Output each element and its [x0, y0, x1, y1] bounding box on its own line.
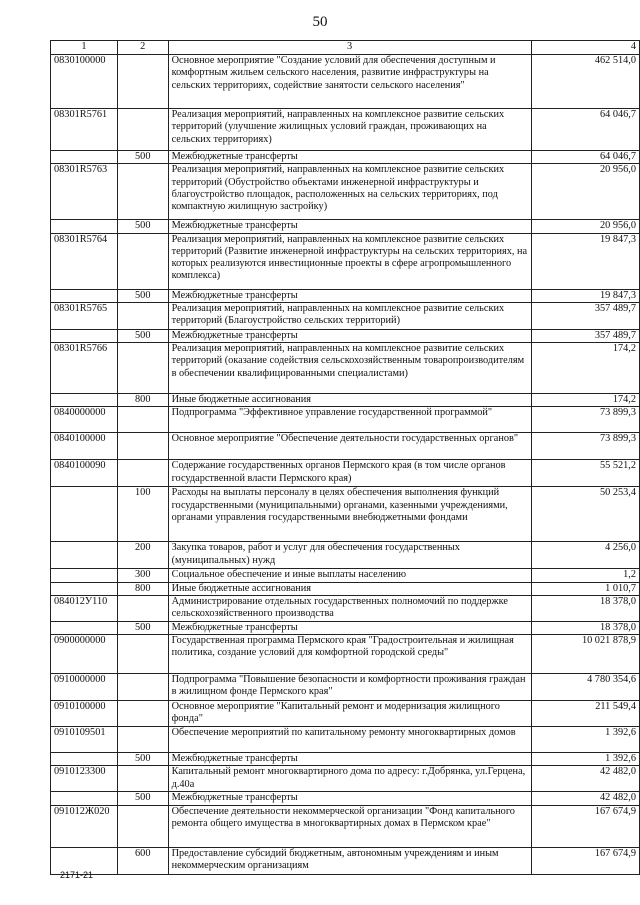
cell-expense-type: [117, 726, 168, 752]
cell-amount: 357 489,7: [531, 302, 639, 329]
cell-code: 08301R5763: [51, 164, 118, 220]
cell-name: Государственная программа Пермского края "Градостроительная и жилищная политика, создание условий для комфортной городской среды": [168, 634, 531, 673]
cell-expense-type: 500: [117, 289, 168, 302]
cell-expense-type: [117, 805, 168, 847]
cell-code: 0910123300: [51, 766, 118, 792]
cell-expense-type: 200: [117, 542, 168, 569]
cell-expense-type: [117, 302, 168, 329]
table-row: [51, 151, 640, 164]
cell-code: [51, 151, 118, 164]
cell-code: 08301R5764: [51, 233, 118, 289]
cell-name: Реализация мероприятий, направленных на комплексное развитие сельских территорий (Благоустройство сельских территорий): [168, 302, 531, 329]
cell-expense-type: [117, 634, 168, 673]
cell-name: Социальное обеспечение и иные выплаты населению: [168, 569, 531, 582]
cell-code: 08301R5761: [51, 109, 118, 151]
cell-amount: 20 956,0: [531, 164, 639, 220]
cell-name: Межбюджетные трансферты: [168, 151, 531, 164]
cell-amount: 42 482,0: [531, 766, 639, 792]
cell-amount: 10 021 878,9: [531, 634, 639, 673]
table-header-row: [51, 41, 640, 55]
cell-expense-type: 800: [117, 582, 168, 595]
cell-name: Основное мероприятие "Капитальный ремонт и модернизация жилищного фонда": [168, 700, 531, 726]
cell-name: Реализация мероприятий, направленных на комплексное развитие сельских территорий (оказание содействия сельскохозяйственным товаропроизводителям в обеспечении квалифицированными специалистами): [168, 343, 531, 394]
cell-code: 08301R5766: [51, 343, 118, 394]
cell-code: [51, 621, 118, 634]
table-row: [51, 487, 640, 542]
cell-amount: 4 256,0: [531, 542, 639, 569]
cell-expense-type: 500: [117, 151, 168, 164]
cell-code: [51, 569, 118, 582]
cell-expense-type: [117, 596, 168, 622]
column-header-2: 2: [117, 41, 168, 55]
cell-amount: 1 392,6: [531, 752, 639, 765]
table-row: [51, 766, 640, 792]
cell-code: [51, 329, 118, 342]
cell-amount: 1 010,7: [531, 582, 639, 595]
cell-name: Основное мероприятие "Обеспечение деятельности государственных органов": [168, 433, 531, 460]
cell-expense-type: [117, 700, 168, 726]
table-row: [51, 220, 640, 233]
cell-name: Подпрограмма "Эффективное управление государственной программой": [168, 407, 531, 433]
cell-code: 084012У110: [51, 596, 118, 622]
cell-expense-type: [117, 343, 168, 394]
cell-amount: 1,2: [531, 569, 639, 582]
cell-amount: 19 847,3: [531, 233, 639, 289]
table-row: [51, 302, 640, 329]
cell-code: 0910109501: [51, 726, 118, 752]
cell-name: Реализация мероприятий, направленных на комплексное развитие сельских территорий (улучшение жилищных условий граждан, проживающих на сельских территориях): [168, 109, 531, 151]
cell-code: 091012Ж020: [51, 805, 118, 847]
cell-expense-type: [117, 460, 168, 487]
cell-amount: 211 549,4: [531, 700, 639, 726]
cell-code: 0910100000: [51, 700, 118, 726]
cell-amount: 19 847,3: [531, 289, 639, 302]
cell-name: Межбюджетные трансферты: [168, 220, 531, 233]
table-row: [51, 329, 640, 342]
table-row: [51, 394, 640, 407]
table-row: [51, 569, 640, 582]
cell-name: Обеспечение мероприятий по капитальному ремонту многоквартирных домов: [168, 726, 531, 752]
table-row: [51, 460, 640, 487]
table-row: [51, 726, 640, 752]
cell-amount: 462 514,0: [531, 55, 639, 109]
table-row: [51, 847, 640, 874]
cell-code: 0840000000: [51, 407, 118, 433]
table-row: [51, 752, 640, 765]
cell-code: [51, 752, 118, 765]
cell-code: 0840100000: [51, 433, 118, 460]
cell-code: [51, 582, 118, 595]
cell-expense-type: [117, 55, 168, 109]
cell-amount: 18 378,0: [531, 621, 639, 634]
cell-expense-type: [117, 233, 168, 289]
cell-amount: 167 674,9: [531, 805, 639, 847]
cell-amount: 42 482,0: [531, 792, 639, 805]
cell-name: Межбюджетные трансферты: [168, 792, 531, 805]
page-number: 50: [312, 14, 328, 30]
table-row: [51, 164, 640, 220]
table-row: [51, 634, 640, 673]
cell-code: [51, 542, 118, 569]
table-row: [51, 109, 640, 151]
cell-name: Расходы на выплаты персоналу в целях обеспечения выполнения функций государственными (муниципальными) органами, казенными учреждениями, органами управления государственными внебюджетными фондами: [168, 487, 531, 542]
table-row: [51, 673, 640, 700]
cell-name: Реализация мероприятий, направленных на комплексное развитие сельских территорий (Развитие инженерной инфраструктуры на сельских территориях, на которых реализуются инвестиционные проекты в сфере агропромышленного комплекса): [168, 233, 531, 289]
table-row: [51, 233, 640, 289]
cell-expense-type: 500: [117, 220, 168, 233]
cell-expense-type: 500: [117, 621, 168, 634]
cell-name: Основное мероприятие "Создание условий для обеспечения доступным и комфортным жильем сельского населения, развитие инфраструктуры на сельских территориях, содействие занятости сельского населения": [168, 55, 531, 109]
cell-expense-type: [117, 433, 168, 460]
table-row: [51, 700, 640, 726]
cell-amount: 18 378,0: [531, 596, 639, 622]
cell-name: Реализация мероприятий, направленных на комплексное развитие сельских территорий (Обустройство объектами инженерной инфраструктуры и благоустройство площадок, расположенных на сельских территориях, под компактную жилищную застройку): [168, 164, 531, 220]
cell-name: Администрирование отдельных государственных полномочий по поддержке сельскохозяйственного производства: [168, 596, 531, 622]
cell-name: Обеспечение деятельности некоммерческой организации "Фонд капитального ремонта общего имущества в многоквартирных домах в Пермском крае": [168, 805, 531, 847]
table-row: [51, 542, 640, 569]
cell-amount: 1 392,6: [531, 726, 639, 752]
cell-expense-type: [117, 766, 168, 792]
table-row: [51, 582, 640, 595]
cell-amount: 73 899,3: [531, 407, 639, 433]
cell-amount: 20 956,0: [531, 220, 639, 233]
cell-name: Подпрограмма "Повышение безопасности и комфортности проживания граждан в жилищном фонде Пермского края": [168, 673, 531, 700]
table-row: [51, 55, 640, 109]
cell-expense-type: 600: [117, 847, 168, 874]
cell-expense-type: 800: [117, 394, 168, 407]
cell-name: Иные бюджетные ассигнования: [168, 394, 531, 407]
cell-amount: 4 780 354,6: [531, 673, 639, 700]
document-footer-code: 2171-21: [60, 870, 94, 880]
cell-code: 0840100090: [51, 460, 118, 487]
cell-name: Межбюджетные трансферты: [168, 752, 531, 765]
cell-code: 0830100000: [51, 55, 118, 109]
cell-expense-type: 500: [117, 752, 168, 765]
cell-code: [51, 289, 118, 302]
cell-name: Межбюджетные трансферты: [168, 289, 531, 302]
budget-table: [50, 40, 640, 875]
cell-code: 0900000000: [51, 634, 118, 673]
cell-amount: 64 046,7: [531, 151, 639, 164]
cell-name: Закупка товаров, работ и услуг для обеспечения государственных (муниципальных) нужд: [168, 542, 531, 569]
cell-amount: 167 674,9: [531, 847, 639, 874]
cell-amount: 64 046,7: [531, 109, 639, 151]
table-row: [51, 805, 640, 847]
cell-code: [51, 220, 118, 233]
cell-code: 0910000000: [51, 673, 118, 700]
column-header-3: 3: [168, 41, 531, 55]
cell-name: Капитальный ремонт многоквартирного дома по адресу: г.Добрянка, ул.Герцена, д.40а: [168, 766, 531, 792]
cell-amount: 174,2: [531, 343, 639, 394]
table-row: [51, 343, 640, 394]
cell-expense-type: [117, 407, 168, 433]
cell-code: 08301R5765: [51, 302, 118, 329]
cell-amount: 55 521,2: [531, 460, 639, 487]
column-header-4: 4: [531, 41, 639, 55]
table-row: [51, 289, 640, 302]
cell-amount: 73 899,3: [531, 433, 639, 460]
cell-name: Межбюджетные трансферты: [168, 621, 531, 634]
table-row: [51, 621, 640, 634]
cell-name: Содержание государственных органов Пермского края (в том числе органов государственной власти Пермского края): [168, 460, 531, 487]
cell-code: [51, 487, 118, 542]
cell-expense-type: 300: [117, 569, 168, 582]
table-row: [51, 596, 640, 622]
table-row: [51, 792, 640, 805]
cell-expense-type: [117, 673, 168, 700]
cell-name: Предоставление субсидий бюджетным, автономным учреждениям и иным некоммерческим организациям: [168, 847, 531, 874]
table-row: [51, 407, 640, 433]
cell-expense-type: 500: [117, 329, 168, 342]
cell-name: Иные бюджетные ассигнования: [168, 582, 531, 595]
cell-expense-type: 500: [117, 792, 168, 805]
cell-amount: 50 253,4: [531, 487, 639, 542]
cell-name: Межбюджетные трансферты: [168, 329, 531, 342]
cell-expense-type: [117, 164, 168, 220]
cell-expense-type: [117, 109, 168, 151]
cell-expense-type: 100: [117, 487, 168, 542]
cell-amount: 357 489,7: [531, 329, 639, 342]
cell-amount: 174,2: [531, 394, 639, 407]
cell-code: [51, 394, 118, 407]
column-header-1: 1: [51, 41, 118, 55]
cell-code: [51, 792, 118, 805]
table-row: [51, 433, 640, 460]
